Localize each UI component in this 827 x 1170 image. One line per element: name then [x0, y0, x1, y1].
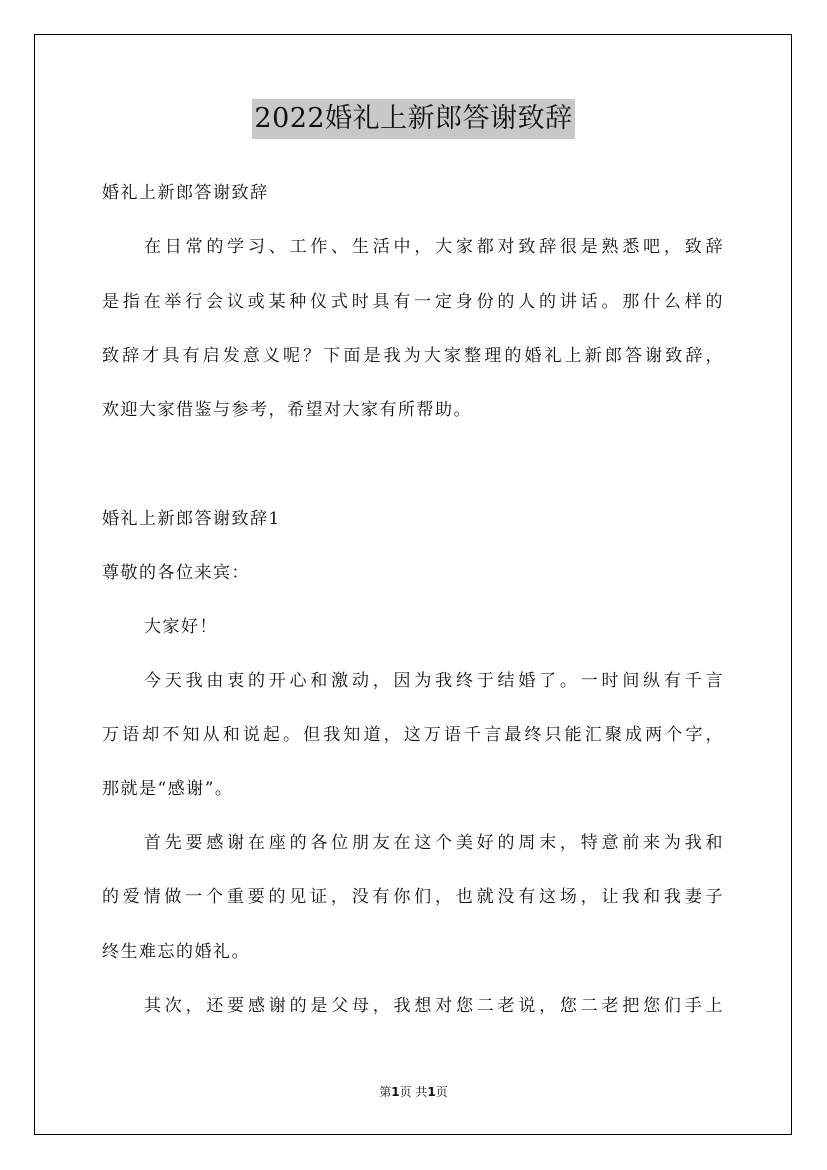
document-title: 2022婚礼上新郎答谢致辞 [252, 99, 574, 139]
paragraph-1-line-1: 今天我由衷的开心和激动，因为我终于结婚了。一时间纵有千言 [144, 671, 724, 691]
paragraph-2-line-2: 的爱情做一个重要的见证，没有你们，也就没有这场，让我和我妻子 [102, 887, 724, 907]
footer-total-pages: 1 [427, 1085, 436, 1099]
salutation: 尊敬的各位来宾： [102, 563, 250, 583]
intro-line-1: 在日常的学习、工作、生活中，大家都对致辞很是熟悉吧，致辞 [144, 237, 724, 257]
intro-line-3: 致辞才具有启发意义呢？下面是我为大家整理的婚礼上新郎答谢致辞， [102, 346, 724, 366]
paragraph-2-line-1: 首先要感谢在座的各位朋友在这个美好的周末，特意前来为我和 [144, 833, 724, 853]
section-heading: 婚礼上新郎答谢致辞1 [102, 509, 281, 529]
footer-mid: 页 共 [399, 1085, 428, 1099]
intro-line-4: 欢迎大家借鉴与参考，希望对大家有所帮助。 [102, 400, 472, 420]
footer-suffix: 页 [435, 1085, 448, 1099]
title-container [0, 99, 827, 139]
intro-line-2: 是指在举行会议或某种仪式时具有一定身份的人的讲话。那什么样的 [102, 292, 724, 312]
footer-prefix: 第 [379, 1085, 392, 1099]
page-footer [0, 1084, 827, 1100]
paragraph-1-line-3: 那就是“感谢”。 [102, 779, 234, 799]
paragraph-2-line-3: 终生难忘的婚礼。 [102, 942, 250, 962]
greeting: 大家好！ [144, 617, 218, 637]
subtitle: 婚礼上新郎答谢致辞 [102, 183, 269, 203]
paragraph-1-line-2: 万语却不知从和说起。但我知道，这万语千言最终只能汇聚成两个字， [102, 725, 724, 745]
footer-page-number: 1 [391, 1085, 400, 1099]
paragraph-3-line-1: 其次，还要感谢的是父母，我想对您二老说，您二老把您们手上 [144, 996, 724, 1016]
